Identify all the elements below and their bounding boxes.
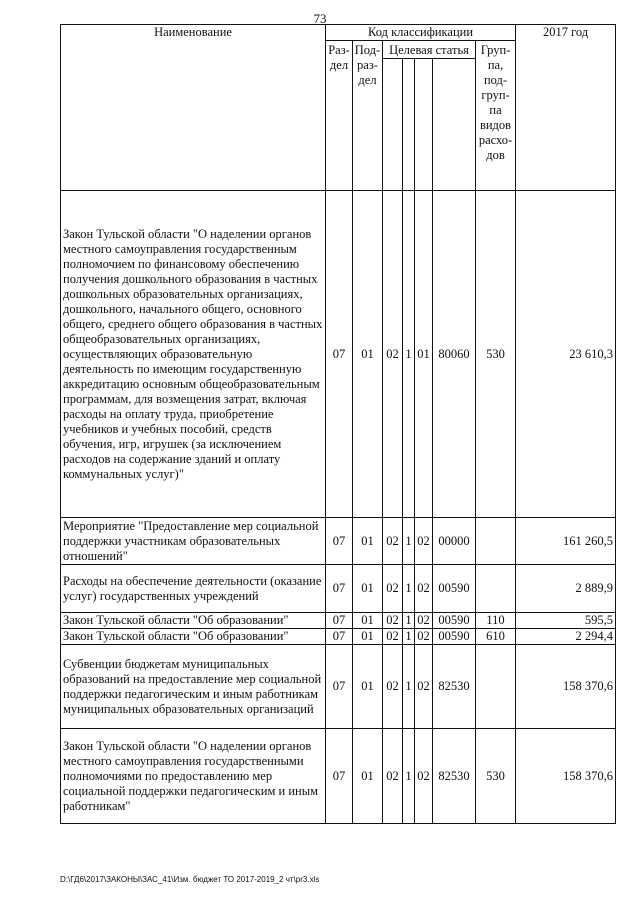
row-target-1: 02 <box>383 518 403 565</box>
row-target-2: 1 <box>403 645 415 729</box>
row-target-2: 1 <box>403 565 415 613</box>
row-group <box>476 645 516 729</box>
row-target-4: 00590 <box>433 629 476 645</box>
header-name: Наименование <box>61 25 326 191</box>
table-row <box>61 645 616 729</box>
row-podrazdel: 01 <box>353 645 383 729</box>
row-podrazdel: 01 <box>353 565 383 613</box>
row-name: Мероприятие "Предоставление мер социальной поддержки участникам образовательных отношений" <box>61 518 326 565</box>
row-target-4: 00000 <box>433 518 476 565</box>
row-target-4: 00590 <box>433 613 476 629</box>
row-razdel: 07 <box>326 613 353 629</box>
row-amount: 158 370,6 <box>516 645 616 729</box>
row-target-2: 1 <box>403 729 415 824</box>
row-group: 530 <box>476 191 516 518</box>
row-name: Закон Тульской области "Об образовании" <box>61 629 326 645</box>
row-podrazdel: 01 <box>353 613 383 629</box>
row-amount: 158 370,6 <box>516 729 616 824</box>
row-razdel: 07 <box>326 565 353 613</box>
table-row <box>61 629 616 645</box>
row-name: Закон Тульской области "О наделении органов местного самоуправления государственными полномочиями по предоставлению мер социальной поддержки педагогическим и иным работникам" <box>61 729 326 824</box>
row-target-3: 02 <box>415 518 433 565</box>
row-amount: 161 260,5 <box>516 518 616 565</box>
row-target-2: 1 <box>403 518 415 565</box>
header-code: Код классификации <box>326 25 516 41</box>
row-target-4: 80060 <box>433 191 476 518</box>
row-target-3: 02 <box>415 613 433 629</box>
row-target-4: 00590 <box>433 565 476 613</box>
row-target-4: 82530 <box>433 729 476 824</box>
header-target: Целевая статья <box>383 41 476 59</box>
row-name: Закон Тульской области "О наделении органов местного самоуправления государственным полномочием по финансовому обеспечению получения дошкольного образования в частных дошкольных образовательных организациях, дошкольного, начального общего, основного общего, среднего общего образования в частных общеобразовательных организациях, осуществляющих образовательную деятельность по имеющим государственную аккредитацию основным общеобразовательным программам, для возмещения затрат, включая расходы на оплату труда, приобретение учебников и учебных пособий, средств обучения, игр, игрушек (за исключением расходов на содержание зданий и оплату коммунальных услуг)" <box>61 191 326 518</box>
row-target-2: 1 <box>403 191 415 518</box>
row-podrazdel: 01 <box>353 729 383 824</box>
row-razdel: 07 <box>326 518 353 565</box>
header-podrazdel: Под- раз- дел <box>353 41 383 191</box>
row-target-3: 02 <box>415 565 433 613</box>
row-podrazdel: 01 <box>353 191 383 518</box>
row-group <box>476 518 516 565</box>
row-razdel: 07 <box>326 629 353 645</box>
row-podrazdel: 01 <box>353 518 383 565</box>
table-row <box>61 518 616 565</box>
table-row <box>61 191 616 518</box>
row-razdel: 07 <box>326 645 353 729</box>
row-group: 530 <box>476 729 516 824</box>
file-path-footer: D:\ГД6\2017\ЗАКОНЫ\ЗАС_41\Изм. бюджет ТО 2017-2019_2 чт\pr3.xls <box>60 875 320 884</box>
row-target-3: 01 <box>415 191 433 518</box>
row-target-3: 02 <box>415 629 433 645</box>
row-target-3: 02 <box>415 645 433 729</box>
row-name: Закон Тульской области "Об образовании" <box>61 613 326 629</box>
row-target-1: 02 <box>383 645 403 729</box>
table-row <box>61 613 616 629</box>
header-year: 2017 год <box>516 25 616 191</box>
row-name: Субвенции бюджетам муниципальных образований на предоставление мер социальной поддержки педагогическим и иным работникам муниципальных образовательных организаций <box>61 645 326 729</box>
row-amount: 595,5 <box>516 613 616 629</box>
row-target-4: 82530 <box>433 645 476 729</box>
row-target-2: 1 <box>403 613 415 629</box>
row-group: 610 <box>476 629 516 645</box>
row-razdel: 07 <box>326 729 353 824</box>
row-name: Расходы на обеспечение деятельности (оказание услуг) государственных учреждений <box>61 565 326 613</box>
row-amount: 23 610,3 <box>516 191 616 518</box>
row-target-3: 02 <box>415 729 433 824</box>
row-target-1: 02 <box>383 565 403 613</box>
table-row <box>61 729 616 824</box>
row-group <box>476 565 516 613</box>
table-row <box>61 565 616 613</box>
row-target-1: 02 <box>383 729 403 824</box>
row-razdel: 07 <box>326 191 353 518</box>
row-amount: 2 889,9 <box>516 565 616 613</box>
row-target-1: 02 <box>383 191 403 518</box>
row-target-1: 02 <box>383 629 403 645</box>
row-podrazdel: 01 <box>353 629 383 645</box>
header-razdel: Раз- дел <box>326 41 353 191</box>
row-amount: 2 294,4 <box>516 629 616 645</box>
budget-table <box>60 24 616 824</box>
header-group: Груп- па, под- груп- па видов расхо- дов <box>476 41 516 191</box>
header-row-top <box>61 25 616 41</box>
row-group: 110 <box>476 613 516 629</box>
row-target-1: 02 <box>383 613 403 629</box>
row-target-2: 1 <box>403 629 415 645</box>
page-number: 73 <box>313 11 327 26</box>
